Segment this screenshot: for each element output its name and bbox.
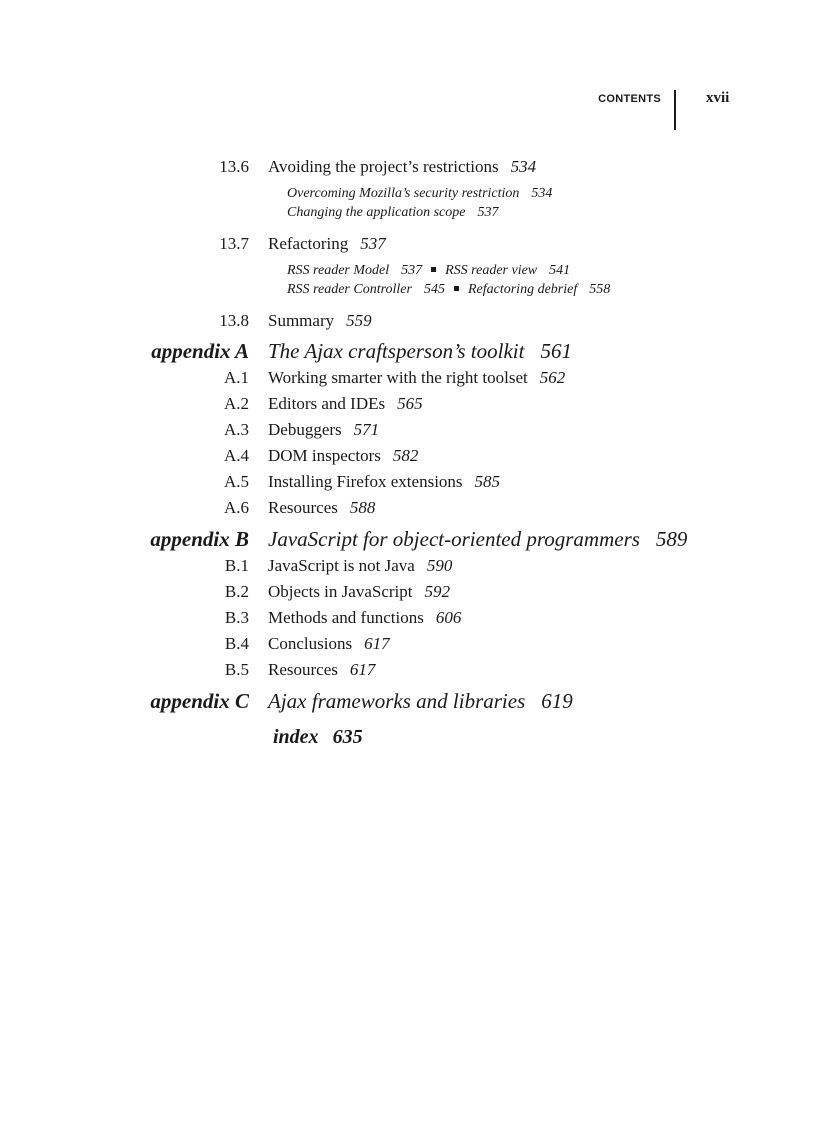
appendix-title: The Ajax craftsperson’s toolkit — [268, 339, 525, 363]
appendix-title: Ajax frameworks and libraries — [268, 689, 526, 713]
section-title: DOM inspectors — [268, 446, 381, 465]
subsection-title[interactable]: Refactoring debrief — [467, 282, 578, 297]
header-page-number: xvii — [706, 90, 730, 106]
subsection-page: 558 — [589, 282, 611, 297]
bullet-separator — [431, 267, 436, 272]
section-number: B.5 — [224, 660, 249, 679]
appendix-title: JavaScript for object-oriented programmers — [268, 527, 640, 551]
section-number: 13.8 — [219, 311, 249, 330]
subsection-title[interactable]: RSS reader Model — [287, 263, 390, 278]
section-page: 571 — [353, 420, 380, 439]
header-divider — [674, 90, 676, 130]
appendix-page: 561 — [540, 339, 572, 363]
section-page: 537 — [360, 234, 386, 253]
section-title: Resources — [268, 660, 338, 679]
section-number: A.2 — [223, 394, 249, 413]
appendix-page: 619 — [541, 689, 573, 713]
appendix-label: appendix B — [150, 527, 249, 551]
section-number: B.3 — [224, 608, 249, 627]
subsection-page: 534 — [531, 186, 553, 201]
section-number: A.1 — [223, 368, 249, 387]
section-number: A.4 — [223, 446, 249, 465]
header-label: CONTENTS — [598, 93, 661, 105]
subsection-title[interactable]: Changing the application scope — [287, 205, 466, 220]
section-title: Debuggers — [268, 420, 342, 439]
section-page: 590 — [426, 556, 453, 575]
section-title: Resources — [268, 498, 338, 517]
section-page: 582 — [392, 446, 419, 465]
section-page: 588 — [349, 498, 376, 517]
section-number: B.4 — [224, 634, 249, 653]
bullet-separator — [454, 286, 459, 291]
index-label: index — [273, 726, 319, 748]
subsection-page: 541 — [549, 263, 571, 278]
appendix-page: 589 — [655, 527, 688, 551]
section-page: 592 — [424, 582, 450, 601]
running-header — [0, 90, 816, 130]
section-title: Methods and functions — [268, 608, 424, 627]
section-title: JavaScript is not Java — [268, 556, 415, 575]
appendix-label: appendix A — [151, 339, 249, 363]
subsection-page: 545 — [423, 282, 445, 297]
section-number: A.6 — [223, 498, 249, 517]
section-page: 559 — [346, 311, 372, 330]
section-title: Summary — [268, 311, 335, 330]
section-page: 534 — [510, 157, 537, 176]
subsection-title[interactable]: RSS reader Controller — [287, 282, 412, 297]
section-number: B.1 — [224, 556, 249, 575]
section-page: 565 — [397, 394, 423, 413]
section-title: Installing Firefox extensions — [268, 472, 463, 491]
section-number: B.2 — [224, 582, 249, 601]
subsection-title[interactable]: Overcoming Mozilla’s security restriction — [287, 186, 520, 201]
section-title: Avoiding the project’s restrictions — [268, 157, 499, 176]
section-page: 606 — [435, 608, 462, 627]
subsection-page: 537 — [401, 263, 423, 278]
section-title: Conclusions — [268, 634, 353, 653]
section-title: Editors and IDEs — [268, 394, 386, 413]
subsection-page: 537 — [477, 205, 499, 220]
section-number: 13.7 — [219, 234, 249, 253]
section-title: Working smarter with the right toolset — [268, 368, 528, 387]
section-page: 617 — [364, 634, 390, 653]
section-page: 562 — [539, 368, 566, 387]
section-number: 13.6 — [219, 157, 249, 176]
subsection-title[interactable]: RSS reader view — [445, 263, 538, 278]
section-title: Objects in JavaScript — [268, 582, 413, 601]
index-page: 635 — [332, 726, 363, 748]
section-page: 617 — [349, 660, 376, 679]
section-number: A.5 — [223, 472, 249, 491]
section-page: 585 — [474, 472, 501, 491]
appendix-label: appendix C — [150, 689, 249, 713]
section-number: A.3 — [223, 420, 249, 439]
section-title: Refactoring — [268, 234, 349, 253]
